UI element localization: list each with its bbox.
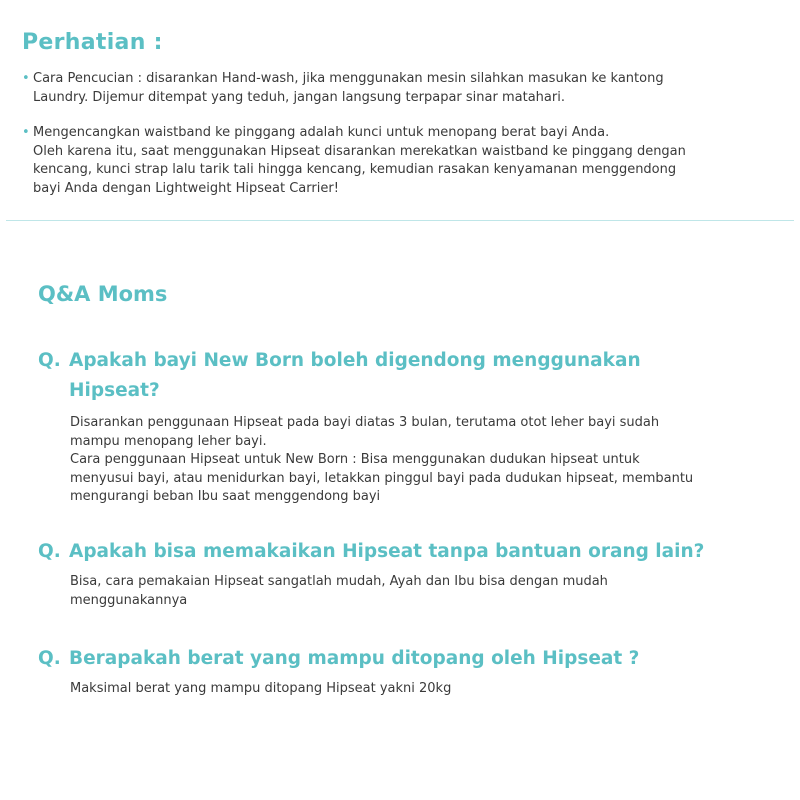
question — [38, 644, 758, 674]
perhatian-heading: Perhatian : — [22, 30, 163, 55]
note-line: bayi Anda dengan Lightweight Hipseat Carrier! — [33, 180, 339, 196]
answer-line: Cara penggunaan Hipseat untuk New Born : Bisa menggunakan dudukan hipseat untuk — [70, 452, 640, 467]
question-prefix: Q. — [38, 648, 61, 669]
qa-item — [38, 644, 758, 699]
note-line: kencang, kunci strap lalu tarik tali hingga kencang, kemudian rasakan kenyamanan menggendong — [33, 162, 677, 177]
answer-line: Maksimal berat yang mampu ditopang Hipseat yakni 20kg — [70, 681, 452, 696]
bullet-icon: • — [22, 125, 30, 140]
question-line: Apakah bayi New Born boleh digendong menggunakan — [69, 350, 641, 371]
answer — [70, 414, 758, 507]
answer — [70, 573, 758, 610]
note-line: Cara Pencucian : disarankan Hand-wash, jika menggunakan mesin silahkan masukan ke kantong — [33, 71, 664, 86]
question-text: Apakah bisa memakaikan Hipseat tanpa bantuan orang lain? — [69, 541, 705, 562]
care-note — [22, 70, 782, 107]
section-divider — [6, 220, 794, 221]
care-notes-list — [22, 70, 782, 215]
answer-line: Bisa, cara pemakaian Hipseat sangatlah mudah, Ayah dan Ibu bisa dengan mudah — [70, 574, 608, 589]
question-text: Berapakah berat yang mampu ditopang oleh Hipseat ? — [69, 648, 640, 669]
bullet-icon: • — [22, 71, 30, 86]
care-note-text — [33, 124, 686, 198]
answer-line: mengurangi beban Ibu saat menggendong bayi — [70, 489, 381, 504]
question-line: Hipseat? — [69, 380, 160, 401]
care-note-text — [33, 70, 664, 107]
note-line: Laundry. Dijemur ditempat yang teduh, jangan langsung terpapar sinar matahari. — [33, 89, 565, 105]
qa-item — [38, 537, 758, 610]
answer-line: Disarankan penggunaan Hipseat pada bayi diatas 3 bulan, terutama otot leher bayi sudah — [70, 415, 660, 430]
answer — [70, 680, 758, 699]
answer-line: mampu menopang leher bayi. — [70, 433, 267, 449]
question-text — [69, 346, 641, 406]
note-line: Oleh karena itu, saat menggunakan Hipseat disarankan merekatkan waistband ke pinggang dengan — [33, 143, 686, 159]
care-note — [22, 124, 782, 198]
note-line: Mengencangkan waistband ke pinggang adalah kunci untuk menopang berat bayi Anda. — [33, 125, 610, 140]
question-prefix: Q. — [38, 350, 61, 371]
question — [38, 537, 758, 567]
question — [38, 346, 758, 406]
question-prefix: Q. — [38, 541, 61, 562]
answer-line: menyusui bayi, atau menidurkan bayi, letakkan pinggul bayi pada dudukan hipseat, membantu — [70, 470, 694, 486]
qa-heading: Q&A Moms — [38, 282, 168, 306]
answer-line: menggunakannya — [70, 592, 188, 608]
qa-item — [38, 346, 758, 507]
